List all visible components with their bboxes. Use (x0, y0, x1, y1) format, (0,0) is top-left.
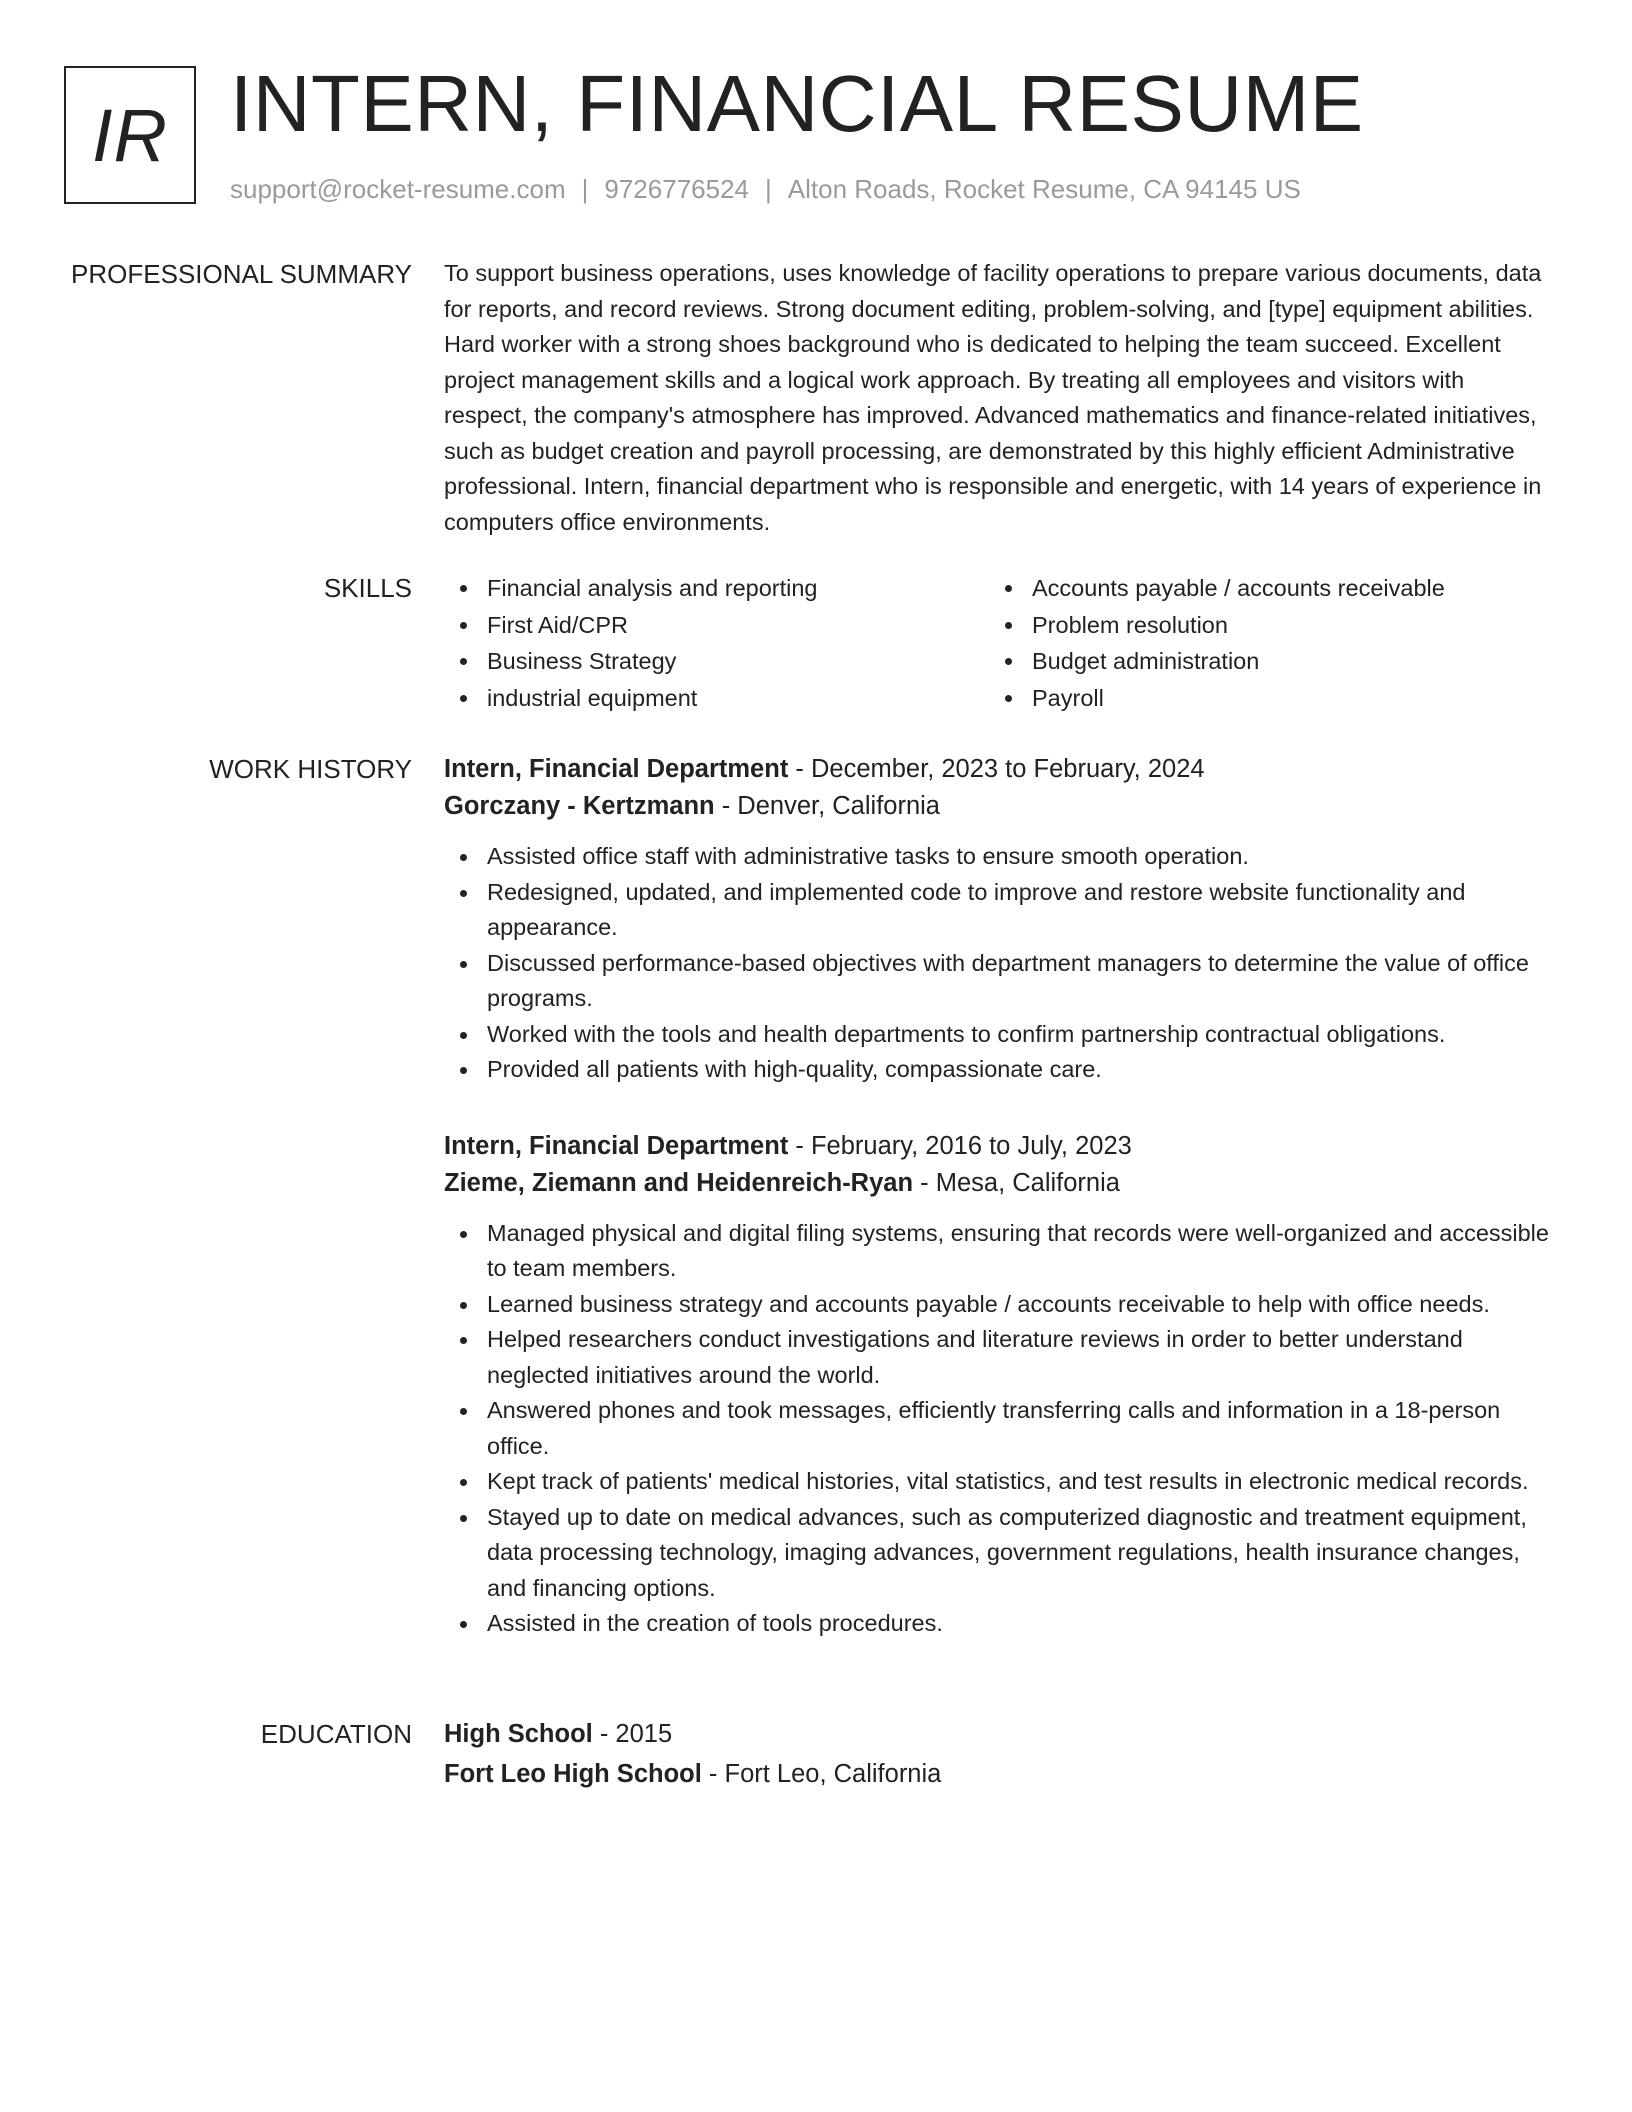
job-title-line (444, 751, 1549, 788)
job-bullet: Kept track of patients' medical histories, vital statistics, and test results in electronic medical records. (444, 1464, 1549, 1500)
skills-grid (444, 570, 1549, 716)
job-bullet: Redesigned, updated, and implemented code to improve and restore website functionality and appearance. (444, 875, 1549, 946)
job-entry (444, 1128, 1549, 1642)
education-school: Fort Leo High School (444, 1760, 702, 1788)
job-entry (444, 751, 1549, 1088)
job-bullet: Assisted in the creation of tools procedures. (444, 1606, 1549, 1642)
education-school-line (444, 1756, 1549, 1793)
job-title-line (444, 1128, 1549, 1165)
section-label-summary: PROFESSIONAL SUMMARY (71, 259, 412, 289)
resume-title: INTERN, FINANCIAL RESUME (230, 59, 1364, 148)
contact-email: support@rocket-resume.com (230, 174, 566, 204)
section-label-education: EDUCATION (260, 1719, 412, 1749)
job-bullet: Discussed performance-based objectives with department managers to determine the value of office programs. (444, 946, 1549, 1017)
job-bullet: Helped researchers conduct investigations and literature reviews in order to better understand neglected initiatives around the world. (444, 1322, 1549, 1393)
skill-item: First Aid/CPR (444, 607, 989, 644)
skill-item: Accounts payable / accounts receivable (989, 570, 1534, 607)
job-bullets (444, 1216, 1549, 1642)
job-bullet: Answered phones and took messages, efficiently transferring calls and information in a 18-person office. (444, 1393, 1549, 1464)
skill-item: Financial analysis and reporting (444, 570, 989, 607)
job-location: - Mesa, California (913, 1168, 1120, 1197)
job-company: Zieme, Ziemann and Heidenreich-Ryan (444, 1168, 914, 1197)
skills-list-left (444, 570, 989, 716)
monogram-logo: IR (64, 66, 196, 204)
skill-item: Problem resolution (989, 607, 1534, 644)
section-label-skills: SKILLS (323, 573, 412, 603)
job-bullets (444, 839, 1549, 1088)
job-bullet: Learned business strategy and accounts payable / accounts receivable to help with office needs. (444, 1287, 1549, 1323)
work-history-body (444, 751, 1549, 1682)
job-title: Intern, Financial Department (444, 755, 789, 783)
job-dates: - February, 2016 to July, 2023 (788, 1131, 1132, 1160)
job-bullet: Stayed up to date on medical advances, such as computerized diagnostic and treatment equipment, data processing technology, imaging advances, government regulations, health insurance changes, and financing options. (444, 1500, 1549, 1607)
skill-item: Payroll (989, 680, 1534, 717)
job-company: Gorczany - Kertzmann (444, 792, 715, 820)
contact-separator: | (581, 174, 589, 204)
skill-item: Budget administration (989, 643, 1534, 680)
skills-body (444, 570, 1549, 716)
summary-text: To support business operations, uses knowledge of facility operations to prepare various documents, data for reports, and record reviews. Strong document editing, problem-solving, and [type] equipment abilities. Hard worker with a strong shoes background who is dedicated to helping the team succeed. Excellent project management skills and a logical work approach. By treating all employees and visitors with respect, the company's atmosphere has improved. Advanced mathematics and finance-related initiatives, such as budget creation and payroll processing, are demonstrated by this highly efficient Administrative professional. Intern, financial department who is responsible and energetic, with 14 years of experience in computers office environments. (444, 260, 1542, 535)
job-title: Intern, Financial Department (444, 1131, 789, 1160)
education-year: - 2015 (592, 1720, 673, 1748)
skill-item: Business Strategy (444, 643, 989, 680)
job-dates: - December, 2023 to February, 2024 (788, 755, 1205, 783)
contact-address: Alton Roads, Rocket Resume, CA 94145 US (787, 174, 1301, 204)
summary-body (444, 256, 1549, 540)
skill-item: industrial equipment (444, 680, 989, 717)
section-label-work-history: WORK HISTORY (209, 754, 412, 784)
education-location: - Fort Leo, California (701, 1760, 942, 1788)
education-degree-line (444, 1716, 1549, 1753)
job-company-line (444, 1165, 1549, 1202)
job-bullet: Provided all patients with high-quality, compassionate care. (444, 1052, 1549, 1088)
job-bullet: Assisted office staff with administrative tasks to ensure smooth operation. (444, 839, 1549, 875)
contact-separator: | (765, 174, 772, 204)
education-degree: High School (444, 1720, 593, 1748)
education-body (444, 1716, 1549, 1793)
job-bullet: Managed physical and digital filing systems, ensuring that records were well-organized and accessible to team members. (444, 1216, 1549, 1287)
skills-list-right (989, 570, 1534, 716)
contact-phone: 9726776524 (604, 174, 749, 204)
contact-line (230, 172, 1301, 206)
job-bullet: Worked with the tools and health departments to confirm partnership contractual obligations. (444, 1017, 1549, 1053)
job-company-line (444, 788, 1549, 825)
job-location: - Denver, California (714, 792, 940, 820)
